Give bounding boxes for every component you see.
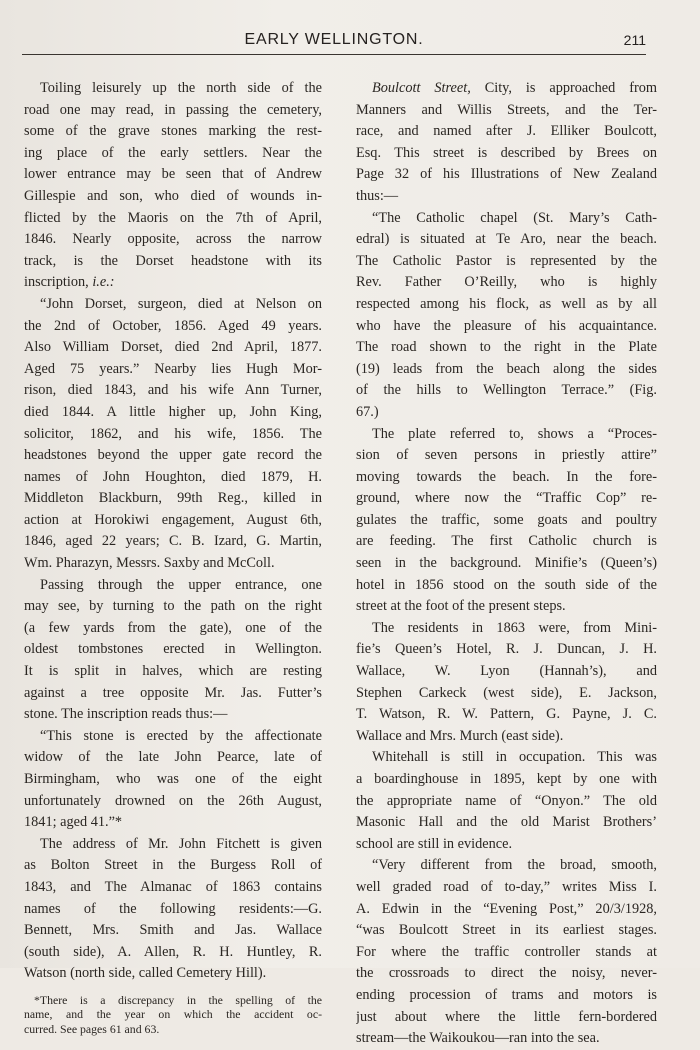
- text-line: The address of Mr. John Fitchett is given: [40, 835, 322, 852]
- text-line: Passing through the upper entrance, one: [40, 576, 322, 593]
- text-line: “This stone is erected by the affectionate: [40, 727, 322, 744]
- text-line: Watson (north side, called Cemetery Hill).: [24, 965, 267, 982]
- text-line: seen in the background. Minifie’s (Queen’s): [356, 555, 657, 572]
- page-number: 211: [623, 32, 646, 48]
- text-line: Stephen Carkeck (west side), E. Jackson,: [356, 684, 657, 701]
- text-line: “Very different from the broad, smooth,: [372, 857, 657, 874]
- text-line: names of the following residents:—G.: [24, 900, 322, 917]
- text-line: school are still in evidence.: [356, 835, 513, 852]
- text-line: Wallace, W. Lyon (Hannah’s), and: [356, 663, 657, 680]
- footnote-line: name, and the year on which the accident oc-: [24, 1007, 322, 1022]
- text-line: Esq. This street is described by Brees on: [356, 144, 657, 161]
- text-line: (a few yards from the gate), one of the: [24, 619, 322, 636]
- text-line: gulates the traffic, some goats and poultry: [356, 511, 657, 528]
- text-line: names of John Houghton, died 1879, H.: [24, 468, 322, 485]
- text-line: road one may read, in passing the cemetery,: [24, 101, 322, 118]
- text-line: solicitor, 1862, and his wife, 1856. The: [24, 425, 322, 442]
- text-line: well graded road of to-day,” writes Miss I.: [356, 878, 657, 895]
- text-line: the 2nd of October, 1856. Aged 49 years.: [24, 317, 322, 334]
- text-line: Wallace and Mrs. Murch (east side).: [356, 727, 564, 744]
- text-line: a boardinghouse in 1895, kept by one with: [356, 771, 657, 787]
- text-line: Gillespie and son, who died of wounds in-: [24, 187, 322, 204]
- text-line: the appropriate name of “Onyon.” The old: [356, 792, 657, 809]
- text-line: Manners and Willis Streets, and the Ter-: [356, 101, 657, 118]
- text-line: flicted by the Maoris on the 7th of April,: [24, 209, 322, 226]
- text-line: Birmingham, who was one of the eight: [24, 771, 322, 787]
- text-line: 67.): [356, 403, 379, 420]
- footnote: [24, 993, 322, 1037]
- right-column: [356, 78, 657, 1050]
- text-line: street at the foot of the present steps.: [356, 598, 566, 615]
- text-line: Aged 75 years.” Nearby lies Hugh Mor-: [24, 360, 322, 377]
- text-line: [24, 272, 322, 294]
- text-line: It is split in halves, which are resting: [24, 663, 322, 680]
- text-line: [356, 78, 657, 100]
- text-line: “The Catholic chapel (St. Mary’s Cath-: [372, 209, 657, 226]
- left-column: [24, 78, 322, 1036]
- text-line: just about where the little fern-bordered: [356, 1008, 657, 1025]
- text-line: race, and named after J. Elliker Boulcott,: [356, 123, 657, 140]
- page-header: [22, 30, 646, 55]
- text-line: Also William Dorset, died 2nd April, 1877.: [24, 339, 322, 356]
- text-line: rison, died 1843, and his wife Ann Turner,: [24, 382, 322, 399]
- text-line: widow of the late John Pearce, late of: [24, 749, 322, 766]
- text-line: headstones beyond the upper gate record the: [24, 447, 322, 464]
- text-line: Whitehall is still in occupation. This was: [372, 749, 657, 766]
- text-line: died 1844. A little higher up, John King,: [24, 403, 322, 420]
- text-line: stream—the Waikoukou—ran into the sea.: [356, 1030, 600, 1047]
- text-line: (south side), A. Allen, R. H. Huntley, R.: [24, 943, 322, 960]
- ie-abbreviation: i.e.:: [92, 274, 115, 291]
- text-line: ground, where now the “Traffic Cop” re-: [356, 490, 657, 507]
- street-name: Boulcott Street,: [372, 80, 471, 96]
- text-line: T. Watson, R. W. Pattern, G. Payne, J. C.: [356, 706, 657, 723]
- text-line: Wm. Pharazyn, Messrs. Saxby and McColl.: [24, 555, 275, 572]
- text-line: Masonic Hall and the old Marist Brothers’: [356, 814, 657, 831]
- text-line: fie’s Queen’s Hotel, R. J. Duncan, J. H.: [356, 641, 657, 658]
- text-line: unfortunately drowned on the 26th August,: [24, 792, 322, 809]
- text-line: The plate referred to, shows a “Proces-: [372, 425, 657, 442]
- footnote-line: curred. See pages 61 and 63.: [24, 1021, 160, 1036]
- text-line: hotel in 1856 stood on the south side of the: [356, 576, 657, 593]
- text-line: action at Horokiwi engagement, August 6th,: [24, 511, 322, 528]
- text-line: Middleton Blackburn, 99th Reg., killed in: [24, 490, 322, 507]
- text-line: “John Dorset, surgeon, died at Nelson on: [40, 295, 322, 312]
- text-line: 1846. Nearly opposite, across the narrow: [24, 231, 322, 248]
- text-line: ing place of the early settlers. Near the: [24, 144, 322, 161]
- text-line: 1841; aged 41.”*: [24, 814, 123, 831]
- text-line: “was Boulcott Street in its earliest stages.: [356, 922, 657, 939]
- text-line: edral) is situated at Te Aro, near the beach.: [356, 231, 657, 248]
- text-line: moving towards the beach. In the fore-: [356, 468, 657, 485]
- text-fragment: City, is approached from: [470, 80, 657, 96]
- text-line: The Catholic Pastor is represented by the: [356, 252, 657, 269]
- text-line: 1843, and The Almanac of 1863 contains: [24, 878, 322, 895]
- text-line: track, is the Dorset headstone with its: [24, 252, 322, 269]
- text-line: The road shown to the right in the Plate: [356, 339, 657, 356]
- text-line: stone. The inscription reads thus:—: [24, 706, 228, 723]
- text-line: are feeding. The first Catholic church is: [356, 533, 657, 550]
- footnote-line: *There is a discrepancy in the spelling of the: [34, 992, 322, 1007]
- text-line: the crossroads to direct the noisy, never-: [356, 965, 657, 982]
- text-line: Toiling leisurely up the north side of the: [40, 80, 322, 96]
- text-line: ending procession of trams and motors is: [356, 986, 657, 1003]
- text-line: Rev. Father O’Reilly, who is highly: [356, 274, 657, 291]
- text-line: against a tree opposite Mr. Jas. Futter’s: [24, 684, 322, 701]
- text-line: may see, by turning to the path on the right: [24, 598, 322, 615]
- running-title: EARLY WELLINGTON.: [244, 31, 424, 48]
- text-line: sion of seven persons in priestly attire”: [356, 447, 657, 464]
- text-line: For where the traffic controller stands at: [356, 943, 657, 960]
- text-line: oldest tombstones erected in Wellington.: [24, 641, 322, 658]
- text-line: Bennett, Mrs. Smith and Jas. Wallace: [24, 922, 322, 939]
- text-line: Page 32 of his Illustrations of New Zealand: [356, 166, 657, 183]
- text-line: who have the pleasure of his acquaintance.: [356, 317, 657, 334]
- text-line: A. Edwin in the “Evening Post,” 20/3/1928,: [356, 900, 657, 917]
- text-line: 1846, aged 22 years; C. B. Izard, G. Martin,: [24, 533, 322, 550]
- text-line: of the hills to Wellington Terrace.” (Fig.: [356, 382, 657, 399]
- text-line: as Bolton Street in the Burgess Roll of: [24, 857, 322, 874]
- text-line: some of the grave stones marking the rest-: [24, 123, 322, 140]
- text-line: (19) leads from the beach along the sides: [356, 360, 657, 377]
- text-fragment: inscription,: [24, 274, 93, 291]
- text-line: The residents in 1863 were, from Mini-: [372, 619, 657, 636]
- text-line: respected among his flock, as well as by all: [356, 295, 657, 312]
- text-line: thus:—: [356, 187, 399, 204]
- text-line: lower entrance may be seen that of Andrew: [24, 166, 322, 183]
